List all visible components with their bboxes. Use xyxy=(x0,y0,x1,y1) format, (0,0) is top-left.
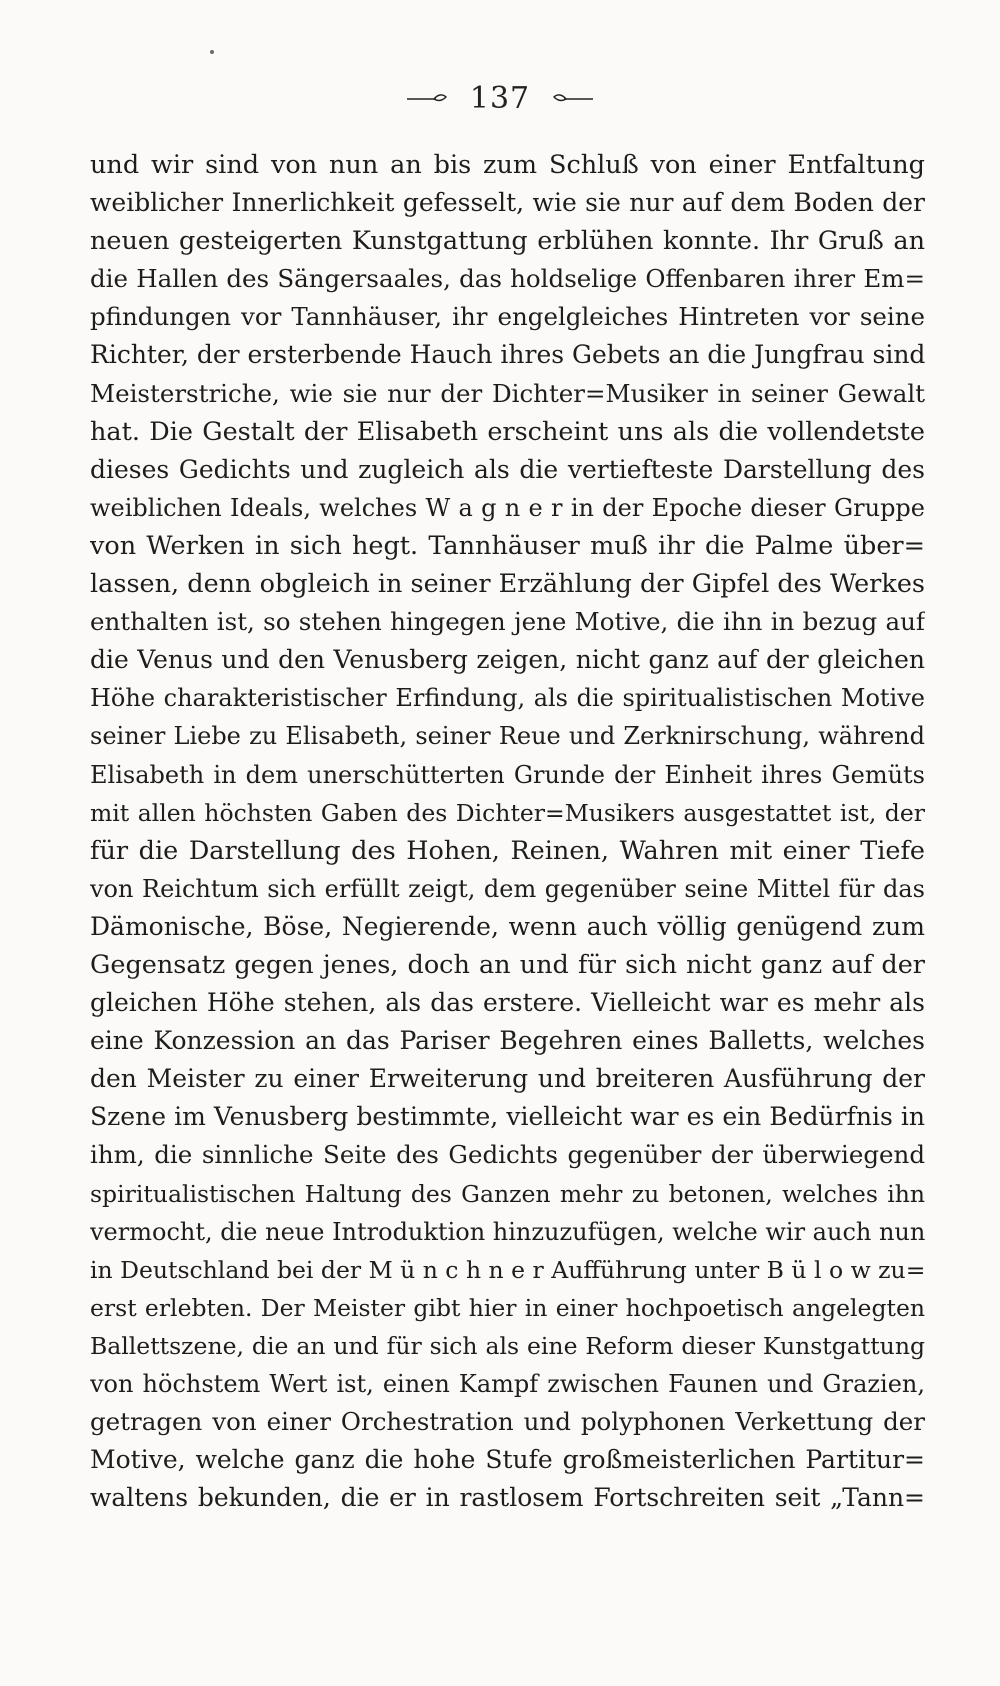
text-line: erst erlebten. Der Meister gibt hier in einer hochpoetisch angelegten xyxy=(90,1293,925,1322)
text-line: hat. Die Gestalt der Elisabeth erscheint uns als die vollendetste xyxy=(90,416,925,447)
text-line: weiblichen Ideals, welches W a g n e r in der Epoche dieser Gruppe xyxy=(90,493,925,522)
text-line: neuen gesteigerten Kunstgattung erblühen konnte. Ihr Gruß an xyxy=(90,226,925,257)
text-line: eine Konzession an das Pariser Begehren eines Balletts, welches xyxy=(90,1026,925,1056)
text-line: die Hallen des Sängersaales, das holdselige Offenbaren ihrer Em= xyxy=(90,264,925,294)
text-line: seiner Liebe zu Elisabeth, seiner Reue und Zerknirschung, während xyxy=(90,722,925,751)
text-line: Motive, welche ganz die hohe Stufe großmeisterlichen Partitur= xyxy=(90,1445,925,1475)
text-line: von Werken in sich hegt. Tannhäuser muß ihr die Palme über= xyxy=(90,530,925,561)
text-line: in Deutschland bei der M ü n c h n e r Aufführung unter B ü l o w zu= xyxy=(90,1255,925,1284)
text-line: mit allen höchsten Gaben des Dichter=Musikers ausgestattet ist, der xyxy=(90,798,925,827)
text-line: die Venus und den Venusberg zeigen, nicht ganz auf der gleichen xyxy=(90,645,925,675)
text-line: von Reichtum sich erfüllt zeigt, dem gegenüber seine Mittel für das xyxy=(90,874,925,903)
page-header xyxy=(0,78,1000,118)
text-line: Ballettszene, die an und für sich als eine Reform dieser Kunstgattung xyxy=(90,1331,925,1360)
text-line: spiritualistischen Haltung des Ganzen mehr zu betonen, welches ihn xyxy=(90,1179,925,1208)
text-line: enthalten ist, so stehen hingegen jene Motive, die ihn in bezug auf xyxy=(90,607,925,637)
text-line: Elisabeth in dem unerschütterten Grunde der Einheit ihres Gemüts xyxy=(90,760,925,789)
text-line: Richter, der ersterbende Hauch ihres Gebets an die Jungfrau sind xyxy=(90,340,925,370)
text-line: dieses Gedichts und zugleich als die vertiefteste Darstellung des xyxy=(90,454,925,484)
print-speck xyxy=(210,50,214,54)
text-line: Dämonische, Böse, Negierende, wenn auch völlig genügend zum xyxy=(90,911,925,941)
text-line: Meisterstriche, wie sie nur der Dichter=Musiker in seiner Gewalt xyxy=(90,378,925,408)
body-text xyxy=(90,146,925,1517)
right-ornament-icon xyxy=(552,91,594,105)
text-line: getragen von einer Orchestration und polyphonen Verkettung der xyxy=(90,1407,925,1437)
text-line: waltens bekunden, die er in rastlosem Fortschreiten seit „Tann= xyxy=(90,1483,925,1513)
text-line: von höchstem Wert ist, einen Kampf zwischen Faunen und Grazien, xyxy=(90,1370,925,1398)
text-line: weiblicher Innerlichkeit gefesselt, wie sie nur auf dem Boden der xyxy=(90,188,925,218)
text-line: den Meister zu einer Erweiterung und breiteren Ausführung der xyxy=(90,1064,925,1094)
text-line: Gegensatz gegen jenes, doch an und für sich nicht ganz auf der xyxy=(90,949,925,980)
page-number: 137 xyxy=(469,80,531,116)
text-line: lassen, denn obgleich in seiner Erzählung der Gipfel des Werkes xyxy=(90,569,925,600)
left-ornament-icon xyxy=(406,91,448,105)
text-line: vermocht, die neue Introduktion hinzuzufügen, welche wir auch nun xyxy=(90,1217,925,1246)
text-line: gleichen Höhe stehen, als das erstere. Vielleicht war es mehr als xyxy=(90,988,925,1018)
text-line: und wir sind von nun an bis zum Schluß von einer Entfaltung xyxy=(90,150,925,180)
text-line: Höhe charakteristischer Erfindung, als die spiritualistischen Motive xyxy=(90,684,925,713)
text-line: Szene im Venusberg bestimmte, vielleicht war es ein Bedürfnis in xyxy=(90,1102,925,1132)
text-line: ihm, die sinnliche Seite des Gedichts gegenüber der überwiegend xyxy=(90,1140,925,1170)
text-line: pfindungen vor Tannhäuser, ihr engelgleiches Hintreten vor seine xyxy=(90,302,925,332)
text-line: für die Darstellung des Hohen, Reinen, Wahren mit einer Tiefe xyxy=(90,835,925,866)
